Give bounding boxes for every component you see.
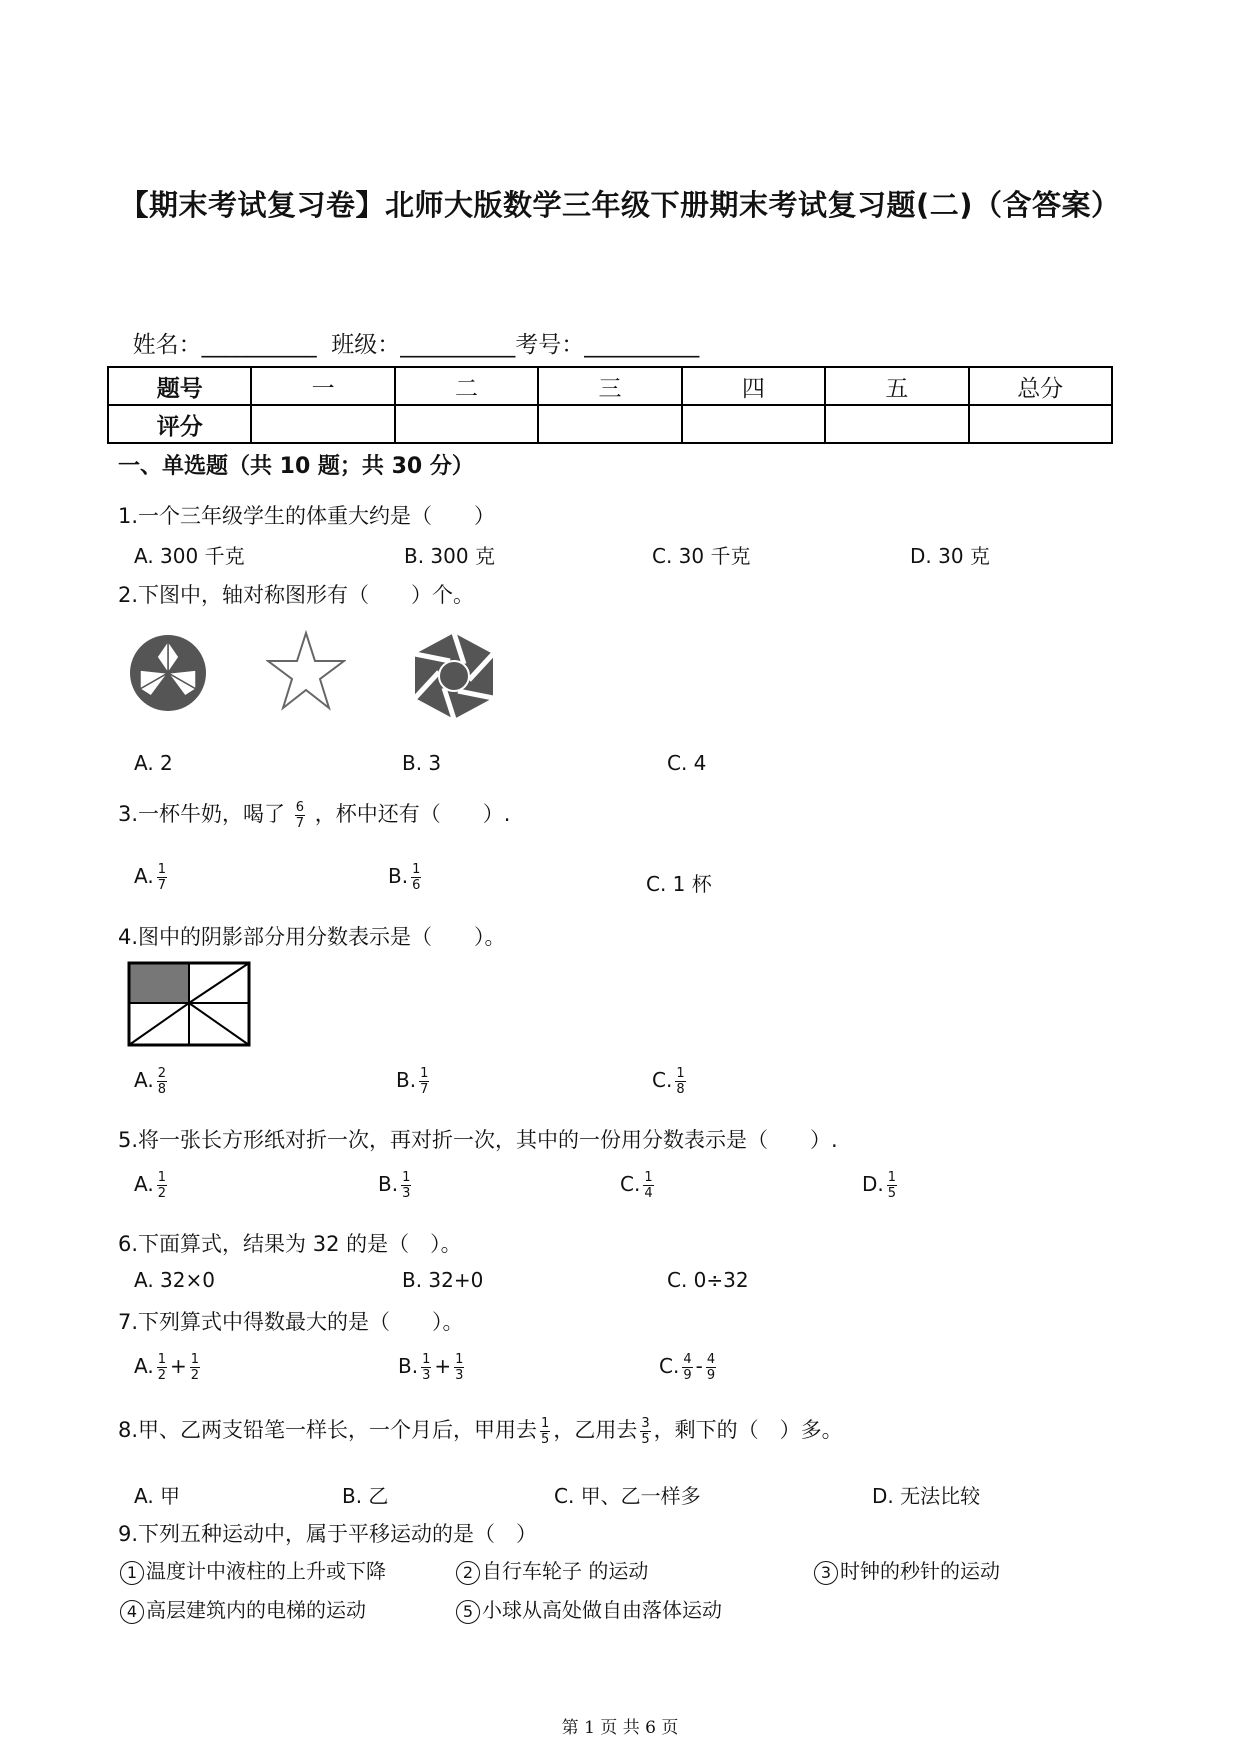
- question-9: 9.下列五种运动中，属于平移运动的是（ ）: [118, 1522, 538, 1546]
- circled-number: 5: [456, 1600, 480, 1624]
- fraction: [295, 800, 305, 831]
- denominator: 7: [420, 1082, 429, 1097]
- circled-number: 1: [120, 1561, 144, 1585]
- option-letter: A.: [134, 1068, 154, 1092]
- circled-number: 4: [120, 1600, 144, 1624]
- numerator: 1: [887, 1170, 897, 1185]
- numerator: 3: [641, 1415, 650, 1431]
- question-1: 1.一个三年级学生的体重大约是（ ）: [118, 504, 496, 528]
- numerator: 1: [157, 1170, 166, 1185]
- score-table: [107, 366, 1113, 444]
- fraction: [706, 1352, 716, 1383]
- fraction: [157, 1170, 167, 1201]
- denominator: 7: [157, 878, 166, 893]
- q7-option-a[interactable]: [134, 1352, 203, 1383]
- score-cell[interactable]: [682, 405, 825, 443]
- numerator: 1: [157, 1352, 166, 1367]
- fraction: [190, 1352, 200, 1383]
- fraction: [157, 1352, 167, 1383]
- score-cell[interactable]: [969, 405, 1112, 443]
- name-field[interactable]: 姓名：__________: [132, 332, 317, 358]
- table-header-cell: 题号: [108, 367, 251, 405]
- option-letter: B.: [398, 1354, 419, 1378]
- numerator: 6: [295, 799, 305, 815]
- q9-item: [814, 1555, 1000, 1585]
- denominator: 2: [157, 1186, 166, 1201]
- circled-number: 2: [456, 1561, 480, 1585]
- circled-number: 3: [814, 1561, 838, 1585]
- fraction: [454, 1352, 464, 1383]
- option-letter: B.: [388, 864, 409, 888]
- numerator: 2: [157, 1066, 166, 1081]
- denominator: 4: [644, 1186, 653, 1201]
- denominator: 3: [455, 1368, 464, 1383]
- table-row-label: 评分: [108, 405, 251, 443]
- q3-option-b[interactable]: [388, 862, 424, 893]
- q2-option-b[interactable]: B. 3: [402, 751, 442, 775]
- q3-option-a[interactable]: [134, 862, 170, 893]
- score-cell[interactable]: [395, 405, 538, 443]
- q8-text-mid: ，乙用去: [553, 1418, 638, 1442]
- numerator: 1: [190, 1352, 200, 1367]
- q8-text-end: ，剩下的（ ）多。: [653, 1418, 843, 1442]
- question-2: 2.下图中，轴对称图形有（ ）个。: [118, 583, 475, 607]
- score-cell[interactable]: [825, 405, 968, 443]
- q7-option-b[interactable]: [398, 1352, 467, 1383]
- q5-option-a[interactable]: [134, 1170, 170, 1201]
- q7-option-c[interactable]: [659, 1352, 719, 1383]
- q9-item-text: 时钟的秒针的运动: [840, 1559, 1000, 1583]
- q8-option-a[interactable]: A. 甲: [134, 1484, 181, 1508]
- q1-option-d[interactable]: D. 30 克: [910, 544, 990, 568]
- fraction: [411, 862, 421, 893]
- fraction: [540, 1416, 550, 1447]
- option-letter: D.: [862, 1172, 884, 1196]
- numerator: 1: [157, 862, 166, 877]
- option-letter: C.: [652, 1068, 673, 1092]
- table-header-cell: 四: [682, 367, 825, 405]
- q4-option-c[interactable]: [652, 1066, 689, 1097]
- option-letter: A.: [134, 1172, 154, 1196]
- table-header-cell: 总分: [969, 367, 1112, 405]
- numerator: 1: [420, 1066, 429, 1081]
- q8-option-c[interactable]: C. 甲、乙一样多: [554, 1484, 701, 1508]
- fraction: [887, 1170, 897, 1201]
- question-4: 4.图中的阴影部分用分数表示是（ ）。: [118, 925, 506, 949]
- q9-item-text: 高层建筑内的电梯的运动: [146, 1598, 366, 1622]
- score-cell[interactable]: [251, 405, 394, 443]
- option-letter: B.: [378, 1172, 399, 1196]
- question-7: 7.下列算式中得数最大的是（ ）。: [118, 1310, 464, 1334]
- student-info: [118, 300, 699, 359]
- fraction: [682, 1352, 692, 1383]
- denominator: 2: [190, 1368, 200, 1383]
- class-field[interactable]: 班级：__________: [331, 332, 516, 358]
- q5-option-c[interactable]: [620, 1170, 657, 1201]
- q4-option-a[interactable]: [134, 1066, 170, 1097]
- numerator: 1: [676, 1066, 685, 1081]
- fraction: [157, 1066, 167, 1097]
- numerator: 1: [412, 862, 421, 877]
- q9-item-text: 小球从高处做自由落体运动: [482, 1598, 722, 1622]
- numerator: 1: [541, 1415, 550, 1431]
- option-letter: A.: [134, 864, 154, 888]
- option-letter: C.: [620, 1172, 641, 1196]
- q1-option-a[interactable]: A. 300 千克: [134, 544, 245, 568]
- page-footer: 第 1 页 共 6 页: [561, 1718, 679, 1738]
- denominator: 9: [706, 1368, 716, 1383]
- exam-number-field[interactable]: 考号：__________: [515, 332, 700, 358]
- q9-item-text: 自行车轮子 的运动: [482, 1559, 649, 1583]
- numerator: 4: [706, 1352, 716, 1367]
- q2-option-a[interactable]: A. 2: [134, 751, 173, 775]
- rectangle-shading-figure: [127, 961, 251, 1047]
- question-6: 6.下面算式，结果为 32 的是（ ）。: [118, 1232, 462, 1256]
- denominator: 3: [422, 1368, 431, 1383]
- score-cell[interactable]: [538, 405, 681, 443]
- shaded-region: [129, 963, 189, 1003]
- denominator: 5: [541, 1431, 550, 1447]
- q6-option-c[interactable]: C. 0÷32: [667, 1268, 749, 1292]
- q5-option-b[interactable]: [378, 1170, 414, 1201]
- fraction: [640, 1416, 650, 1447]
- denominator: 7: [295, 815, 305, 831]
- numerator: 1: [644, 1170, 653, 1185]
- q3-option-c[interactable]: C. 1 杯: [646, 872, 712, 896]
- option-letter: B.: [396, 1068, 417, 1092]
- denominator: 9: [683, 1368, 692, 1383]
- q4-option-b[interactable]: [396, 1066, 432, 1097]
- fraction: [157, 862, 167, 893]
- question-8: [118, 1414, 843, 1447]
- hexagon-pinwheel-figure: [408, 630, 500, 722]
- table-header-cell: 二: [395, 367, 538, 405]
- operator: +: [169, 1354, 187, 1378]
- denominator: 2: [157, 1368, 166, 1383]
- q8-text-start: 8.甲、乙两支铅笔一样长，一个月后，甲用去: [118, 1418, 538, 1442]
- q1-option-c[interactable]: C. 30 千克: [652, 544, 751, 568]
- fraction: [421, 1352, 431, 1383]
- fraction: [401, 1170, 411, 1201]
- fraction: [675, 1066, 685, 1097]
- star-in-circle-figure: [128, 632, 208, 714]
- denominator: 5: [887, 1186, 897, 1201]
- q5-option-d[interactable]: [862, 1170, 900, 1201]
- fraction: [643, 1170, 653, 1201]
- section-heading: 一、单选题（共 10 题；共 30 分）: [118, 454, 474, 479]
- q3-text-end: ，杯中还有（ ）.: [314, 802, 511, 826]
- operator: +: [434, 1354, 452, 1378]
- q9-item: [120, 1594, 366, 1624]
- star-outline-figure: [266, 630, 346, 716]
- q9-item: [456, 1555, 648, 1585]
- table-header-cell: 五: [825, 367, 968, 405]
- denominator: 8: [676, 1082, 685, 1097]
- denominator: 5: [641, 1431, 650, 1447]
- score-table-header-row: [108, 367, 1112, 405]
- q6-option-b[interactable]: B. 32+0: [402, 1268, 484, 1292]
- q3-text-start: 3.一杯牛奶，喝了: [118, 802, 286, 826]
- table-header-cell: 一: [251, 367, 394, 405]
- numerator: 4: [683, 1352, 692, 1367]
- numerator: 1: [402, 1170, 411, 1185]
- question-5: 5.将一张长方形纸对折一次，再对折一次，其中的一份用分数表示是（ ）.: [118, 1128, 838, 1152]
- denominator: 6: [412, 878, 421, 893]
- page-title: 【期末考试复习卷】北师大版数学三年级下册期末考试复习题(二)（含答案）: [119, 188, 1121, 222]
- q8-option-b[interactable]: B. 乙: [342, 1484, 389, 1508]
- option-letter: A.: [134, 1354, 154, 1378]
- denominator: 3: [402, 1186, 411, 1201]
- option-letter: C.: [659, 1354, 680, 1378]
- numerator: 1: [422, 1352, 431, 1367]
- fraction: [419, 1066, 429, 1097]
- numerator: 1: [455, 1352, 464, 1367]
- q1-option-b[interactable]: B. 300 克: [404, 544, 495, 568]
- question-3: [118, 798, 510, 831]
- denominator: 8: [157, 1082, 166, 1097]
- q9-item: [120, 1555, 386, 1585]
- table-header-cell: 三: [538, 367, 681, 405]
- q8-option-d[interactable]: D. 无法比较: [872, 1484, 981, 1508]
- q9-item: [456, 1594, 722, 1624]
- operator: -: [695, 1354, 703, 1378]
- q6-option-a[interactable]: A. 32×0: [134, 1268, 215, 1292]
- q9-item-text: 温度计中液柱的上升或下降: [146, 1559, 386, 1583]
- q2-option-c[interactable]: C. 4: [667, 751, 707, 775]
- score-table-row: [108, 405, 1112, 443]
